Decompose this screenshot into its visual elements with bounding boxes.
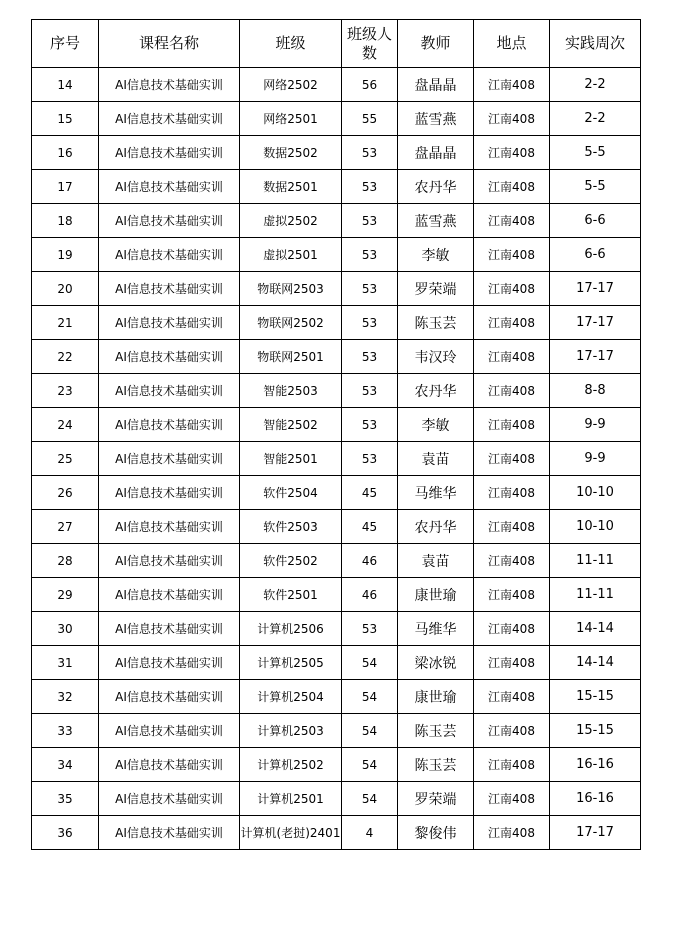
- cell-teacher: 马维华: [398, 476, 474, 510]
- table-row: [32, 170, 641, 204]
- cell-index: 35: [32, 782, 99, 816]
- cell-course: AI信息技术基础实训: [99, 408, 240, 442]
- cell-teacher: 罗荣端: [398, 272, 474, 306]
- cell-week: 15-15: [550, 680, 641, 714]
- cell-place: 江南408: [474, 612, 550, 646]
- cell-place: 江南408: [474, 680, 550, 714]
- cell-place: 江南408: [474, 306, 550, 340]
- cell-place: 江南408: [474, 748, 550, 782]
- cell-course: AI信息技术基础实训: [99, 442, 240, 476]
- cell-count: 56: [342, 68, 398, 102]
- table-row: [32, 476, 641, 510]
- cell-index: 32: [32, 680, 99, 714]
- cell-teacher: 袁苗: [398, 442, 474, 476]
- cell-course: AI信息技术基础实训: [99, 816, 240, 850]
- cell-course: AI信息技术基础实训: [99, 136, 240, 170]
- table-row: [32, 782, 641, 816]
- cell-index: 18: [32, 204, 99, 238]
- header-place: 地点: [474, 20, 550, 68]
- cell-course: AI信息技术基础实训: [99, 102, 240, 136]
- cell-class: 计算机(老挝)2401: [240, 816, 342, 850]
- cell-class: 网络2502: [240, 68, 342, 102]
- cell-index: 29: [32, 578, 99, 612]
- cell-course: AI信息技术基础实训: [99, 612, 240, 646]
- cell-count: 53: [342, 612, 398, 646]
- cell-teacher: 陈玉芸: [398, 714, 474, 748]
- cell-index: 14: [32, 68, 99, 102]
- header-count-label: 班级人数: [346, 24, 392, 62]
- table-row: [32, 102, 641, 136]
- cell-place: 江南408: [474, 238, 550, 272]
- cell-week: 10-10: [550, 476, 641, 510]
- cell-teacher: 李敏: [398, 238, 474, 272]
- cell-class: 物联网2501: [240, 340, 342, 374]
- cell-place: 江南408: [474, 646, 550, 680]
- cell-place: 江南408: [474, 170, 550, 204]
- cell-teacher: 黎俊伟: [398, 816, 474, 850]
- cell-teacher: 康世瑜: [398, 578, 474, 612]
- cell-week: 10-10: [550, 510, 641, 544]
- cell-course: AI信息技术基础实训: [99, 544, 240, 578]
- cell-teacher: 盘晶晶: [398, 136, 474, 170]
- cell-teacher: 蓝雪燕: [398, 204, 474, 238]
- cell-place: 江南408: [474, 136, 550, 170]
- cell-week: 8-8: [550, 374, 641, 408]
- cell-course: AI信息技术基础实训: [99, 476, 240, 510]
- table-row: [32, 374, 641, 408]
- cell-class: 软件2501: [240, 578, 342, 612]
- table-row: [32, 272, 641, 306]
- cell-week: 5-5: [550, 136, 641, 170]
- cell-week: 11-11: [550, 578, 641, 612]
- cell-week: 16-16: [550, 748, 641, 782]
- cell-course: AI信息技术基础实训: [99, 510, 240, 544]
- cell-class: 软件2503: [240, 510, 342, 544]
- cell-place: 江南408: [474, 476, 550, 510]
- cell-count: 54: [342, 748, 398, 782]
- cell-place: 江南408: [474, 102, 550, 136]
- cell-class: 数据2502: [240, 136, 342, 170]
- cell-class: 计算机2505: [240, 646, 342, 680]
- cell-course: AI信息技术基础实训: [99, 714, 240, 748]
- cell-index: 36: [32, 816, 99, 850]
- cell-count: 53: [342, 374, 398, 408]
- cell-place: 江南408: [474, 544, 550, 578]
- cell-index: 30: [32, 612, 99, 646]
- cell-place: 江南408: [474, 340, 550, 374]
- cell-count: 53: [342, 272, 398, 306]
- header-index: 序号: [32, 20, 99, 68]
- cell-count: 54: [342, 714, 398, 748]
- table-row: [32, 68, 641, 102]
- cell-index: 17: [32, 170, 99, 204]
- cell-week: 9-9: [550, 442, 641, 476]
- cell-index: 20: [32, 272, 99, 306]
- cell-count: 45: [342, 476, 398, 510]
- cell-teacher: 农丹华: [398, 170, 474, 204]
- cell-course: AI信息技术基础实训: [99, 170, 240, 204]
- cell-index: 28: [32, 544, 99, 578]
- cell-index: 26: [32, 476, 99, 510]
- schedule-table: [31, 19, 641, 850]
- cell-week: 9-9: [550, 408, 641, 442]
- cell-place: 江南408: [474, 204, 550, 238]
- cell-teacher: 袁苗: [398, 544, 474, 578]
- cell-class: 计算机2506: [240, 612, 342, 646]
- cell-week: 2-2: [550, 102, 641, 136]
- cell-class: 计算机2503: [240, 714, 342, 748]
- cell-count: 55: [342, 102, 398, 136]
- cell-class: 计算机2501: [240, 782, 342, 816]
- table-row: [32, 544, 641, 578]
- cell-count: 53: [342, 442, 398, 476]
- table-row: [32, 680, 641, 714]
- cell-week: 6-6: [550, 204, 641, 238]
- header-class: 班级: [240, 20, 342, 68]
- cell-course: AI信息技术基础实训: [99, 340, 240, 374]
- cell-class: 网络2501: [240, 102, 342, 136]
- cell-class: 物联网2503: [240, 272, 342, 306]
- cell-class: 智能2503: [240, 374, 342, 408]
- cell-course: AI信息技术基础实训: [99, 306, 240, 340]
- cell-count: 53: [342, 204, 398, 238]
- cell-index: 21: [32, 306, 99, 340]
- cell-course: AI信息技术基础实训: [99, 272, 240, 306]
- cell-week: 6-6: [550, 238, 641, 272]
- cell-count: 4: [342, 816, 398, 850]
- cell-index: 22: [32, 340, 99, 374]
- cell-class: 计算机2502: [240, 748, 342, 782]
- cell-course: AI信息技术基础实训: [99, 374, 240, 408]
- cell-index: 16: [32, 136, 99, 170]
- table-row: [32, 714, 641, 748]
- cell-week: 17-17: [550, 340, 641, 374]
- cell-count: 45: [342, 510, 398, 544]
- cell-teacher: 陈玉芸: [398, 306, 474, 340]
- header-count: [342, 20, 398, 68]
- cell-week: 17-17: [550, 272, 641, 306]
- cell-index: 31: [32, 646, 99, 680]
- cell-class: 计算机2504: [240, 680, 342, 714]
- cell-class: 软件2504: [240, 476, 342, 510]
- cell-index: 15: [32, 102, 99, 136]
- table-row: [32, 204, 641, 238]
- table-row: [32, 578, 641, 612]
- header-course: 课程名称: [99, 20, 240, 68]
- cell-index: 33: [32, 714, 99, 748]
- cell-count: 53: [342, 170, 398, 204]
- table-row: [32, 816, 641, 850]
- header-week: 实践周次: [550, 20, 641, 68]
- cell-count: 53: [342, 136, 398, 170]
- cell-count: 53: [342, 408, 398, 442]
- cell-course: AI信息技术基础实训: [99, 204, 240, 238]
- cell-teacher: 农丹华: [398, 510, 474, 544]
- cell-teacher: 农丹华: [398, 374, 474, 408]
- cell-teacher: 康世瑜: [398, 680, 474, 714]
- table-row: [32, 612, 641, 646]
- cell-count: 54: [342, 646, 398, 680]
- cell-count: 53: [342, 306, 398, 340]
- cell-teacher: 马维华: [398, 612, 474, 646]
- cell-place: 江南408: [474, 68, 550, 102]
- cell-week: 14-14: [550, 646, 641, 680]
- table-row: [32, 136, 641, 170]
- cell-count: 46: [342, 544, 398, 578]
- table-row: [32, 408, 641, 442]
- cell-week: 14-14: [550, 612, 641, 646]
- cell-place: 江南408: [474, 782, 550, 816]
- cell-teacher: 盘晶晶: [398, 68, 474, 102]
- table-row: [32, 306, 641, 340]
- cell-place: 江南408: [474, 272, 550, 306]
- cell-place: 江南408: [474, 816, 550, 850]
- cell-week: 17-17: [550, 816, 641, 850]
- table-row: [32, 340, 641, 374]
- cell-week: 16-16: [550, 782, 641, 816]
- cell-course: AI信息技术基础实训: [99, 68, 240, 102]
- cell-place: 江南408: [474, 714, 550, 748]
- header-teacher: 教师: [398, 20, 474, 68]
- cell-index: 27: [32, 510, 99, 544]
- cell-count: 54: [342, 782, 398, 816]
- cell-teacher: 陈玉芸: [398, 748, 474, 782]
- cell-teacher: 蓝雪燕: [398, 102, 474, 136]
- cell-teacher: 罗荣端: [398, 782, 474, 816]
- table-row: [32, 646, 641, 680]
- table-row: [32, 510, 641, 544]
- cell-index: 25: [32, 442, 99, 476]
- cell-course: AI信息技术基础实训: [99, 782, 240, 816]
- cell-count: 54: [342, 680, 398, 714]
- cell-class: 虚拟2501: [240, 238, 342, 272]
- cell-course: AI信息技术基础实训: [99, 578, 240, 612]
- cell-class: 软件2502: [240, 544, 342, 578]
- cell-place: 江南408: [474, 510, 550, 544]
- cell-class: 物联网2502: [240, 306, 342, 340]
- cell-week: 5-5: [550, 170, 641, 204]
- cell-place: 江南408: [474, 374, 550, 408]
- cell-count: 53: [342, 238, 398, 272]
- cell-course: AI信息技术基础实训: [99, 646, 240, 680]
- cell-class: 智能2502: [240, 408, 342, 442]
- cell-teacher: 李敏: [398, 408, 474, 442]
- cell-index: 24: [32, 408, 99, 442]
- cell-teacher: 梁冰锐: [398, 646, 474, 680]
- cell-teacher: 韦汉玲: [398, 340, 474, 374]
- cell-count: 46: [342, 578, 398, 612]
- cell-index: 34: [32, 748, 99, 782]
- cell-course: AI信息技术基础实训: [99, 680, 240, 714]
- cell-week: 17-17: [550, 306, 641, 340]
- cell-week: 11-11: [550, 544, 641, 578]
- cell-index: 19: [32, 238, 99, 272]
- cell-place: 江南408: [474, 408, 550, 442]
- cell-place: 江南408: [474, 442, 550, 476]
- table-row: [32, 748, 641, 782]
- header-row: [32, 20, 641, 68]
- table-row: [32, 238, 641, 272]
- table-row: [32, 442, 641, 476]
- cell-class: 数据2501: [240, 170, 342, 204]
- cell-course: AI信息技术基础实训: [99, 748, 240, 782]
- cell-class: 智能2501: [240, 442, 342, 476]
- cell-place: 江南408: [474, 578, 550, 612]
- cell-course: AI信息技术基础实训: [99, 238, 240, 272]
- cell-class: 虚拟2502: [240, 204, 342, 238]
- cell-week: 2-2: [550, 68, 641, 102]
- cell-index: 23: [32, 374, 99, 408]
- cell-week: 15-15: [550, 714, 641, 748]
- cell-count: 53: [342, 340, 398, 374]
